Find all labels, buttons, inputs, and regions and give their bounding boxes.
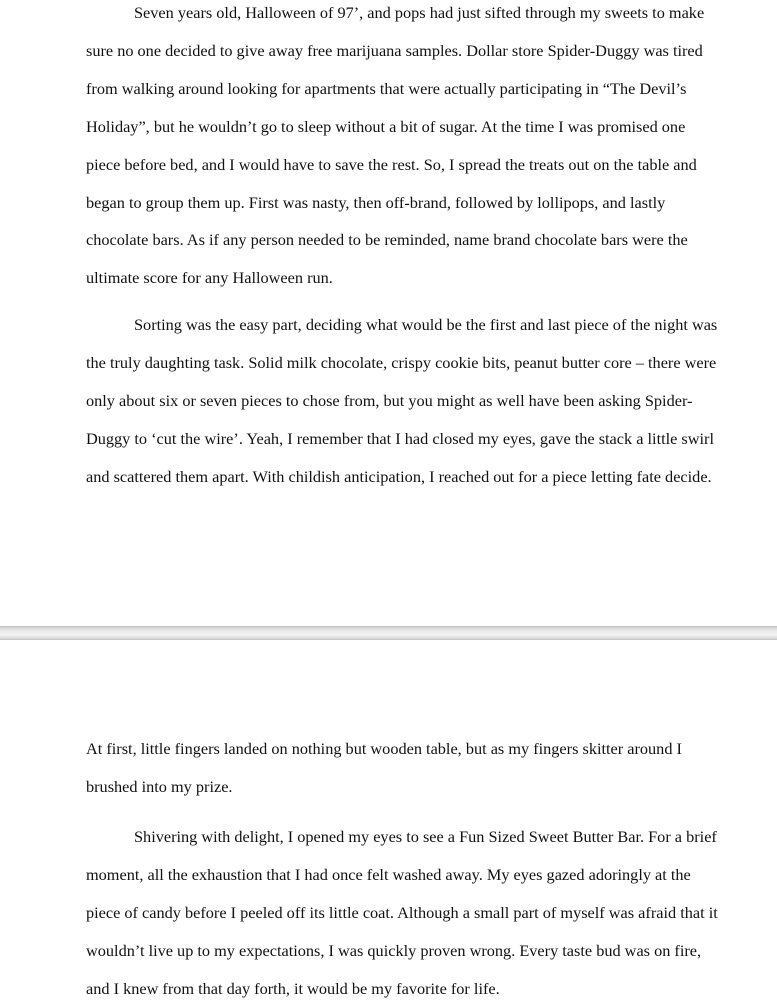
text-line: and I knew from that day forth, it would be my favorite for life. <box>86 978 500 998</box>
text-line: Shivering with delight, I opened my eyes to see a Fun Sized Sweet Butter Bar. For a brief <box>134 827 717 846</box>
text-line: sure no one decided to give away free marijuana samples. Dollar store Spider-Duggy was tired <box>86 40 703 60</box>
text-line: and scattered them apart. With childish anticipation, I reached out for a piece letting fate decide. <box>86 466 712 486</box>
text-line: Sorting was the easy part, deciding what would be the first and last piece of the night was <box>134 315 718 334</box>
paragraph-3 <box>86 730 736 806</box>
paragraph-4 <box>86 818 736 1000</box>
page-break <box>0 626 777 640</box>
text-line: chocolate bars. As if any person needed to be reminded, name brand chocolate bars were the <box>86 230 688 250</box>
text-line: ultimate score for any Halloween run. <box>86 268 333 288</box>
text-line: Holiday”, but he wouldn’t go to sleep without a bit of sugar. At the time I was promised one <box>86 116 686 136</box>
text-line: piece of candy before I peeled off its little coat. Although a small part of myself was afraid that it <box>86 902 718 922</box>
paragraph-1 <box>86 0 736 297</box>
text-line: Seven years old, Halloween of 97’, and pops had just sifted through my sweets to make <box>134 3 705 22</box>
text-line: Duggy to ‘cut the wire’. Yeah, I remember that I had closed my eyes, gave the stack a little swirl <box>86 428 714 448</box>
text-line: began to group them up. First was nasty, then off-brand, followed by lollipops, and lastly <box>86 192 666 212</box>
text-line: wouldn’t live up to my expectations, I was quickly proven wrong. Every taste bud was on fire, <box>86 940 702 960</box>
text-line: from walking around looking for apartments that were actually participating in “The Devil’s <box>86 78 687 98</box>
text-line: piece before bed, and I would have to save the rest. So, I spread the treats out on the table and <box>86 154 697 174</box>
text-line: moment, all the exhaustion that I had once felt washed away. My eyes gazed adoringly at the <box>86 864 691 884</box>
paragraph-2 <box>86 306 736 496</box>
text-line: the truly daughting task. Solid milk chocolate, crispy cookie bits, peanut butter core – there were <box>86 352 717 372</box>
text-line: only about six or seven pieces to chose from, but you might as well have been asking Spider- <box>86 390 693 410</box>
text-line: brushed into my prize. <box>86 776 233 796</box>
text-line: At first, little fingers landed on nothing but wooden table, but as my fingers skitter around I <box>86 739 682 758</box>
